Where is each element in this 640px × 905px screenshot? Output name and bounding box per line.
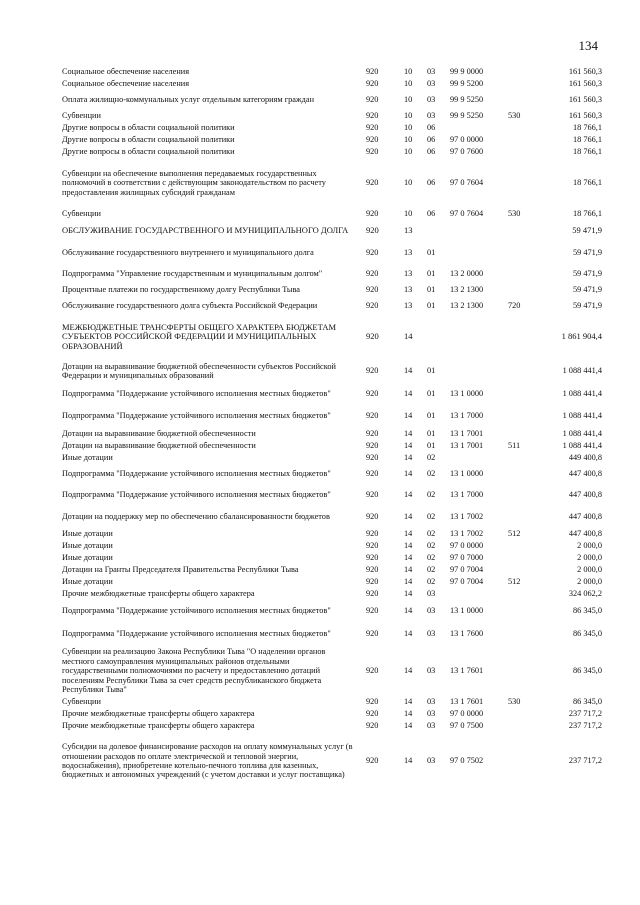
row-section-code: 10 (404, 79, 413, 89)
row-name: Прочие межбюджетные трансферты общего характера (62, 721, 255, 731)
row-name: Подпрограмма "Поддержание устойчивого исполнения местных бюджетов" (62, 469, 331, 479)
row-subsection-code: 06 (427, 147, 436, 157)
row-grbs-code: 920 (366, 147, 379, 157)
row-name: Подпрограмма "Поддержание устойчивого исполнения местных бюджетов" (62, 389, 331, 399)
row-name: Обслуживание государственного внутреннего и муниципального долга (62, 248, 314, 258)
table-row (62, 208, 602, 220)
row-grbs-code: 920 (366, 285, 379, 295)
table-row (62, 464, 602, 484)
page-number: 134 (578, 38, 598, 53)
table-row (62, 134, 602, 146)
row-section-code: 14 (404, 441, 413, 451)
row-subsection-code: 01 (427, 366, 436, 376)
row-name: Подпрограмма "Поддержание устойчивого исполнения местных бюджетов" (62, 606, 331, 616)
row-grbs-code: 920 (366, 629, 379, 639)
row-amount: 18 766,1 (572, 123, 602, 133)
table-row (62, 708, 602, 720)
row-amount: 1 088 441,4 (562, 441, 602, 451)
row-amount: 86 345,0 (572, 697, 602, 707)
row-target-article: 13 2 0000 (450, 269, 484, 279)
table-row (62, 90, 602, 110)
row-name: Социальное обеспечение населения (62, 79, 190, 89)
row-expense-type: 530 (508, 111, 521, 121)
row-amount: 59 471,9 (572, 285, 602, 295)
row-name: Процентные платежи по государственному долгу Республики Тыва (62, 285, 300, 295)
row-name: Другие вопросы в области социальной политики (62, 147, 235, 157)
row-grbs-code: 920 (366, 389, 379, 399)
row-subsection-code: 03 (427, 589, 436, 599)
row-name: Оплата жилищно-коммунальных услуг отдельным категориям граждан (62, 95, 315, 105)
table-row (62, 696, 602, 708)
row-section-code: 10 (404, 95, 413, 105)
row-target-article: 13 1 7002 (450, 512, 484, 522)
row-name: Прочие межбюджетные трансферты общего характера (62, 709, 255, 719)
row-target-article: 97 0 0000 (450, 541, 484, 551)
table-row (62, 452, 602, 464)
row-name: Субвенции на реализацию Закона Республики Тыва "О наделении органов местного самоуправления муниципальных районов отдельными государственными полномочиями по расчету и предоставлению дотаций поселениям Республики Тыва за счет средств республиканского бюджета Республики Тыва" (62, 647, 326, 695)
table-row (62, 506, 602, 528)
row-name: Другие вопросы в области социальной политики (62, 135, 235, 145)
row-grbs-code: 920 (366, 666, 379, 676)
row-amount: 447 400,8 (568, 512, 602, 522)
row-subsection-code: 03 (427, 629, 436, 639)
row-target-article: 13 1 7600 (450, 629, 484, 639)
row-amount: 1 861 904,4 (561, 331, 602, 342)
table-row (62, 528, 602, 540)
row-amount: 237 717,2 (568, 756, 602, 766)
row-target-article: 97 0 7604 (450, 209, 484, 219)
row-subsection-code: 02 (427, 490, 436, 500)
table-row (62, 66, 602, 78)
row-section-code: 14 (404, 512, 413, 522)
row-amount: 449 400,8 (568, 453, 602, 463)
row-section-code: 14 (404, 469, 413, 479)
table-row (62, 78, 602, 90)
row-grbs-code: 920 (366, 301, 379, 311)
row-grbs-code: 920 (366, 441, 379, 451)
row-section-code: 10 (404, 209, 413, 219)
row-amount: 1 088 441,4 (562, 429, 602, 439)
row-subsection-code: 01 (427, 411, 436, 421)
row-subsection-code: 01 (427, 389, 436, 399)
row-section-code: 14 (404, 577, 413, 587)
row-section-code: 14 (404, 411, 413, 421)
row-subsection-code: 03 (427, 111, 436, 121)
row-amount: 447 400,8 (568, 490, 602, 500)
table-row (62, 284, 602, 296)
row-name: Дотации на выравнивание бюджетной обеспеченности (62, 429, 256, 439)
row-expense-type: 530 (508, 697, 521, 707)
row-name: Субвенции (62, 111, 101, 121)
row-subsection-code: 06 (427, 209, 436, 219)
row-grbs-code: 920 (366, 469, 379, 479)
table-row (62, 404, 602, 428)
table-row (62, 146, 602, 158)
row-name: Обслуживание государственного долга субъекта Российской Федерации (62, 301, 318, 311)
row-section-code: 10 (404, 123, 413, 133)
row-target-article: 97 0 7000 (450, 553, 484, 563)
row-amount: 237 717,2 (568, 721, 602, 731)
row-target-article: 97 0 7004 (450, 565, 484, 575)
row-grbs-code: 920 (366, 697, 379, 707)
row-subsection-code: 02 (427, 577, 436, 587)
row-subsection-code: 03 (427, 721, 436, 731)
row-section-code: 14 (404, 553, 413, 563)
row-amount: 18 766,1 (572, 178, 602, 188)
row-grbs-code: 920 (366, 366, 379, 376)
row-section-code: 13 (404, 225, 413, 236)
row-subsection-code: 02 (427, 541, 436, 551)
table-row (62, 484, 602, 506)
row-expense-type: 720 (508, 301, 521, 311)
row-amount: 2 000,0 (577, 565, 602, 575)
row-grbs-code: 920 (366, 756, 379, 766)
row-grbs-code: 920 (366, 111, 379, 121)
row-name: Подпрограмма "Управление государственным и муниципальным долгом" (62, 269, 323, 279)
row-grbs-code: 920 (366, 541, 379, 551)
table-row (62, 440, 602, 452)
row-section-code: 10 (404, 147, 413, 157)
row-section-code: 14 (404, 529, 413, 539)
row-section-code: 14 (404, 589, 413, 599)
row-amount: 86 345,0 (572, 606, 602, 616)
row-amount: 2 000,0 (577, 541, 602, 551)
row-target-article: 97 0 7500 (450, 721, 484, 731)
row-subsection-code: 03 (427, 95, 436, 105)
row-amount: 161 560,3 (568, 95, 602, 105)
row-subsection-code: 01 (427, 269, 436, 279)
table-row (62, 646, 602, 696)
row-grbs-code: 920 (366, 248, 379, 258)
row-name: Дотации на выравнивание бюджетной обеспеченности (62, 441, 256, 451)
row-target-article: 97 0 7604 (450, 178, 484, 188)
table-row (62, 576, 602, 588)
row-name: Подпрограмма "Поддержание устойчивого исполнения местных бюджетов" (62, 490, 331, 500)
row-subsection-code: 06 (427, 178, 436, 188)
table-row (62, 220, 602, 242)
row-name: МЕЖБЮДЖЕТНЫЕ ТРАНСФЕРТЫ ОБЩЕГО ХАРАКТЕРА БЮДЖЕТАМ СУБЪЕКТОВ РОССИЙСКОЙ ФЕДЕРАЦИИ И МУНИЦИПАЛЬНЫХ ОБРАЗОВАНИЙ (62, 321, 337, 351)
row-grbs-code: 920 (366, 178, 379, 188)
row-grbs-code: 920 (366, 529, 379, 539)
row-name: Субсидии на долевое финансирование расходов на оплату коммунальных услуг (в отношении расходов по оплате электрической и тепловой энергии, водоснабжения), приобретение котельно-печного топлива для казенных, бюджетных и автономных учреждений (с учетом доставки и услуг поставщика) (62, 742, 353, 780)
row-target-article: 99 9 5200 (450, 79, 484, 89)
row-grbs-code: 920 (366, 606, 379, 616)
row-name: Субвенции (62, 697, 101, 707)
row-section-code: 14 (404, 756, 413, 766)
row-name: Субвенции на обеспечение выполнения передаваемых государственных полномочий в соответствии с действующим законодательством по расчету предоставления жилищных субсидий гражданам (62, 168, 326, 197)
row-target-article: 13 1 0000 (450, 606, 484, 616)
row-section-code: 10 (404, 135, 413, 145)
table-row (62, 122, 602, 134)
row-section-code: 10 (404, 111, 413, 121)
table-row (62, 564, 602, 576)
table-row (62, 720, 602, 732)
row-amount: 161 560,3 (568, 67, 602, 77)
row-grbs-code: 920 (366, 721, 379, 731)
row-amount: 59 471,9 (572, 248, 602, 258)
table-row (62, 242, 602, 264)
row-section-code: 13 (404, 248, 413, 258)
row-amount: 1 088 441,4 (562, 366, 602, 376)
row-subsection-code: 03 (427, 709, 436, 719)
row-grbs-code: 920 (366, 411, 379, 421)
row-amount: 447 400,8 (568, 529, 602, 539)
table-row (62, 552, 602, 564)
row-target-article: 97 0 7600 (450, 147, 484, 157)
row-section-code: 14 (404, 541, 413, 551)
row-name: Иные дотации (62, 453, 113, 463)
row-target-article: 13 1 0000 (450, 389, 484, 399)
row-grbs-code: 920 (366, 225, 379, 236)
row-amount: 324 062,2 (568, 589, 602, 599)
row-grbs-code: 920 (366, 565, 379, 575)
row-name: Подпрограмма "Поддержание устойчивого исполнения местных бюджетов" (62, 629, 331, 639)
row-amount: 237 717,2 (568, 709, 602, 719)
row-section-code: 13 (404, 301, 413, 311)
row-expense-type: 512 (508, 577, 521, 587)
row-subsection-code: 02 (427, 565, 436, 575)
row-name: Иные дотации (62, 529, 113, 539)
row-name: ОБСЛУЖИВАНИЕ ГОСУДАРСТВЕННОГО И МУНИЦИПАЛЬНОГО ДОЛГА (62, 225, 349, 236)
row-name: Дотации на поддержку мер по обеспечению сбалансированности бюджетов (62, 512, 330, 522)
row-target-article: 13 2 1300 (450, 285, 484, 295)
row-subsection-code: 01 (427, 429, 436, 439)
row-section-code: 14 (404, 429, 413, 439)
row-target-article: 13 1 7002 (450, 529, 484, 539)
row-target-article: 13 1 7001 (450, 429, 484, 439)
row-section-code: 14 (404, 697, 413, 707)
row-name: Дотации на Гранты Председателя Правительства Республики Тыва (62, 565, 299, 575)
row-target-article: 97 0 0000 (450, 135, 484, 145)
row-amount: 18 766,1 (572, 135, 602, 145)
row-section-code: 14 (404, 453, 413, 463)
row-name: Дотации на выравнивание бюджетной обеспеченности субъектов Российской Федерации и муниципальных образований (62, 361, 336, 380)
row-amount: 161 560,3 (568, 79, 602, 89)
row-grbs-code: 920 (366, 429, 379, 439)
row-amount: 59 471,9 (572, 225, 602, 236)
row-subsection-code: 02 (427, 553, 436, 563)
row-section-code: 10 (404, 67, 413, 77)
table-row (62, 384, 602, 404)
row-target-article: 13 1 7601 (450, 697, 484, 707)
table-row (62, 622, 602, 646)
row-subsection-code: 01 (427, 285, 436, 295)
row-amount: 59 471,9 (572, 269, 602, 279)
row-name: Прочие межбюджетные трансферты общего характера (62, 589, 255, 599)
row-subsection-code: 02 (427, 529, 436, 539)
row-grbs-code: 920 (366, 553, 379, 563)
row-name: Иные дотации (62, 541, 113, 551)
row-target-article: 13 1 7001 (450, 441, 484, 451)
row-subsection-code: 03 (427, 67, 436, 77)
row-grbs-code: 920 (366, 589, 379, 599)
table-row (62, 158, 602, 208)
table-row (62, 264, 602, 284)
row-expense-type: 511 (508, 441, 521, 451)
row-name: Подпрограмма "Поддержание устойчивого исполнения местных бюджетов" (62, 411, 331, 421)
row-section-code: 14 (404, 565, 413, 575)
row-expense-type: 530 (508, 209, 521, 219)
row-section-code: 13 (404, 285, 413, 295)
row-name: Иные дотации (62, 577, 113, 587)
row-amount: 86 345,0 (572, 629, 602, 639)
row-grbs-code: 920 (366, 135, 379, 145)
row-amount: 18 766,1 (572, 147, 602, 157)
row-grbs-code: 920 (366, 209, 379, 219)
row-grbs-code: 920 (366, 79, 379, 89)
row-grbs-code: 920 (366, 577, 379, 587)
table-row (62, 732, 602, 790)
row-grbs-code: 920 (366, 123, 379, 133)
row-amount: 447 400,8 (568, 469, 602, 479)
row-section-code: 14 (404, 331, 413, 342)
row-subsection-code: 03 (427, 666, 436, 676)
row-target-article: 13 2 1300 (450, 301, 484, 311)
row-amount: 161 560,3 (568, 111, 602, 121)
row-grbs-code: 920 (366, 331, 379, 342)
row-amount: 18 766,1 (572, 209, 602, 219)
row-name: Иные дотации (62, 553, 113, 563)
table-row (62, 428, 602, 440)
row-subsection-code: 01 (427, 441, 436, 451)
row-target-article: 97 0 0000 (450, 709, 484, 719)
row-section-code: 10 (404, 178, 413, 188)
row-grbs-code: 920 (366, 453, 379, 463)
table-row (62, 540, 602, 552)
row-target-article: 13 1 7000 (450, 490, 484, 500)
row-target-article: 99 9 5250 (450, 95, 484, 105)
row-grbs-code: 920 (366, 67, 379, 77)
row-name: Социальное обеспечение населения (62, 67, 190, 77)
table-row (62, 296, 602, 316)
row-grbs-code: 920 (366, 490, 379, 500)
row-section-code: 14 (404, 389, 413, 399)
row-target-article: 13 1 0000 (450, 469, 484, 479)
budget-table (62, 66, 602, 790)
table-row (62, 600, 602, 622)
row-amount: 2 000,0 (577, 577, 602, 587)
row-subsection-code: 06 (427, 135, 436, 145)
row-amount: 86 345,0 (572, 666, 602, 676)
row-name: Субвенции (62, 209, 101, 219)
row-target-article: 99 9 5250 (450, 111, 484, 121)
row-subsection-code: 01 (427, 301, 436, 311)
row-target-article: 97 0 7004 (450, 577, 484, 587)
row-subsection-code: 03 (427, 756, 436, 766)
row-section-code: 14 (404, 606, 413, 616)
row-expense-type: 512 (508, 529, 521, 539)
row-subsection-code: 03 (427, 606, 436, 616)
row-section-code: 14 (404, 366, 413, 376)
row-name: Другие вопросы в области социальной политики (62, 123, 235, 133)
row-grbs-code: 920 (366, 95, 379, 105)
row-target-article: 13 1 7601 (450, 666, 484, 676)
row-target-article: 99 9 0000 (450, 67, 484, 77)
row-amount: 2 000,0 (577, 553, 602, 563)
row-section-code: 13 (404, 269, 413, 279)
row-subsection-code: 02 (427, 469, 436, 479)
row-subsection-code: 02 (427, 453, 436, 463)
row-subsection-code: 03 (427, 79, 436, 89)
row-section-code: 14 (404, 666, 413, 676)
table-row (62, 358, 602, 384)
row-target-article: 97 0 7502 (450, 756, 484, 766)
row-grbs-code: 920 (366, 709, 379, 719)
row-target-article: 13 1 7000 (450, 411, 484, 421)
row-amount: 59 471,9 (572, 301, 602, 311)
row-grbs-code: 920 (366, 269, 379, 279)
row-section-code: 14 (404, 629, 413, 639)
row-subsection-code: 06 (427, 123, 436, 133)
row-amount: 1 088 441,4 (562, 411, 602, 421)
row-section-code: 14 (404, 490, 413, 500)
table-row (62, 110, 602, 122)
row-subsection-code: 02 (427, 512, 436, 522)
row-subsection-code: 03 (427, 697, 436, 707)
row-section-code: 14 (404, 721, 413, 731)
row-section-code: 14 (404, 709, 413, 719)
row-grbs-code: 920 (366, 512, 379, 522)
row-subsection-code: 01 (427, 248, 436, 258)
table-row (62, 588, 602, 600)
table-row (62, 316, 602, 358)
row-amount: 1 088 441,4 (562, 389, 602, 399)
